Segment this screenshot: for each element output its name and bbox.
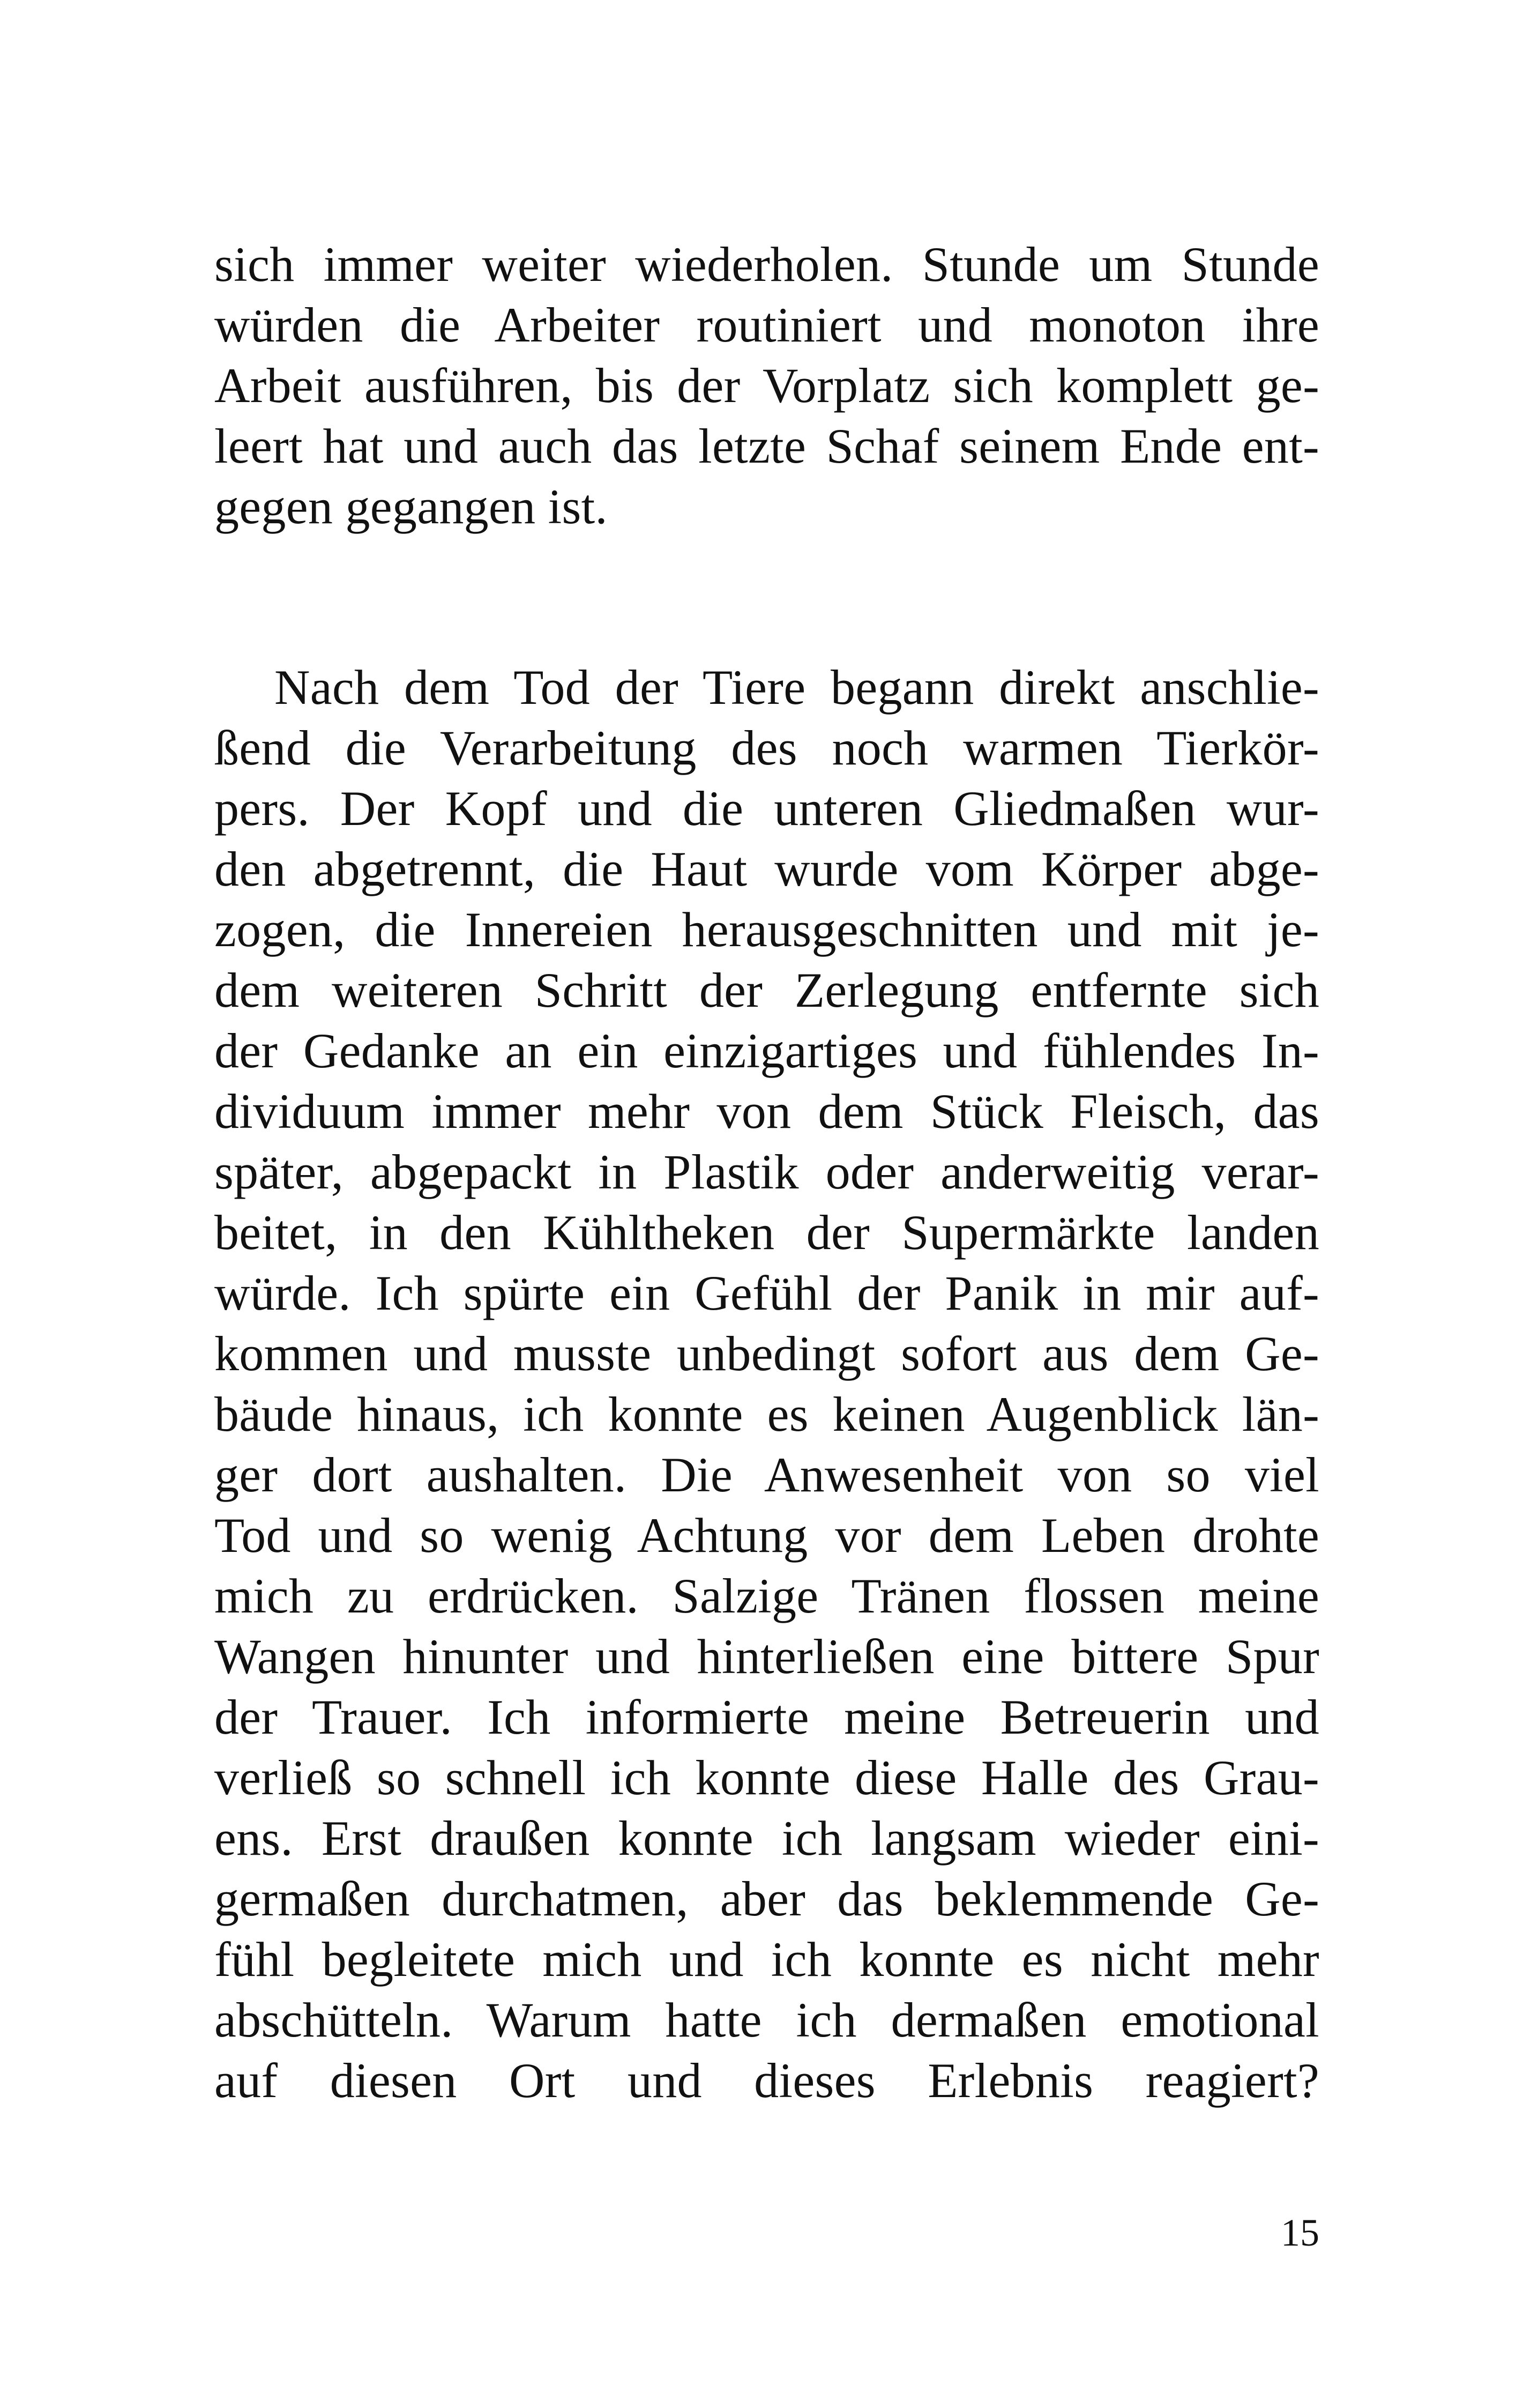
text-line: verließ so schnell ich konnte diese Halle des Grau-: [214, 1750, 1319, 1805]
text-line: pers. Der Kopf und die unteren Gliedmaßen wur-: [214, 781, 1319, 836]
text-line: Arbeit ausführen, bis der Vorplatz sich komplett ge-: [214, 358, 1319, 413]
text-line: würde. Ich spürte ein Gefühl der Panik in mir auf-: [214, 1266, 1319, 1320]
text-line: Tod und so wenig Achtung vor dem Leben drohte: [214, 1508, 1319, 1563]
text-line: der Trauer. Ich informierte meine Betreuerin und: [214, 1690, 1319, 1744]
text-line: beitet, in den Kühltheken der Supermärkte landen: [214, 1205, 1319, 1260]
text-line: sich immer weiter wiederholen. Stunde um Stunde: [214, 237, 1319, 292]
text-line: Wangen hinunter und hinterließen eine bittere Spur: [214, 1629, 1319, 1684]
text-line: gegen gegangen ist.: [214, 479, 608, 534]
text-line: dividuum immer mehr von dem Stück Fleisch, das: [214, 1084, 1319, 1139]
text-line: Nach dem Tod der Tiere begann direkt anschlie-: [274, 660, 1319, 715]
text-line: ger dort aushalten. Die Anwesenheit von so viel: [214, 1447, 1319, 1502]
text-line: würden die Arbeiter routiniert und monoton ihre: [214, 298, 1319, 352]
paragraph-2: [214, 657, 1319, 2111]
paragraph-1: [214, 234, 1319, 537]
text-line: leert hat und auch das letzte Schaf seinem Ende ent-: [214, 419, 1319, 473]
text-line: bäude hinaus, ich konnte es keinen Augenblick län-: [214, 1387, 1319, 1441]
text-line: ßend die Verarbeitung des noch warmen Tierkör-: [214, 720, 1319, 775]
text-line: germaßen durchatmen, aber das beklemmende Ge-: [214, 1871, 1319, 1926]
text-line: mich zu erdrücken. Salzige Tränen flossen meine: [214, 1569, 1319, 1623]
text-line: später, abgepackt in Plastik oder anderweitig verar-: [214, 1144, 1319, 1199]
text-line: auf diesen Ort und dieses Erlebnis reagiert?: [214, 2053, 1319, 2108]
text-line: ens. Erst draußen konnte ich langsam wieder eini-: [214, 1811, 1319, 1866]
text-line: fühl begleitete mich und ich konnte es nicht mehr: [214, 1932, 1319, 1987]
text-line: kommen und musste unbedingt sofort aus dem Ge-: [214, 1326, 1319, 1381]
page-number: 15: [1281, 2211, 1319, 2254]
text-line: zogen, die Innereien herausgeschnitten und mit je-: [214, 902, 1319, 957]
text-line: dem weiteren Schritt der Zerlegung entfernte sich: [214, 963, 1319, 1017]
text-line: den abgetrennt, die Haut wurde vom Körper abge-: [214, 842, 1319, 896]
text-line: der Gedanke an ein einzigartiges und fühlendes In-: [214, 1023, 1319, 1078]
text-line: abschütteln. Warum hatte ich dermaßen emotional: [214, 1993, 1319, 2047]
